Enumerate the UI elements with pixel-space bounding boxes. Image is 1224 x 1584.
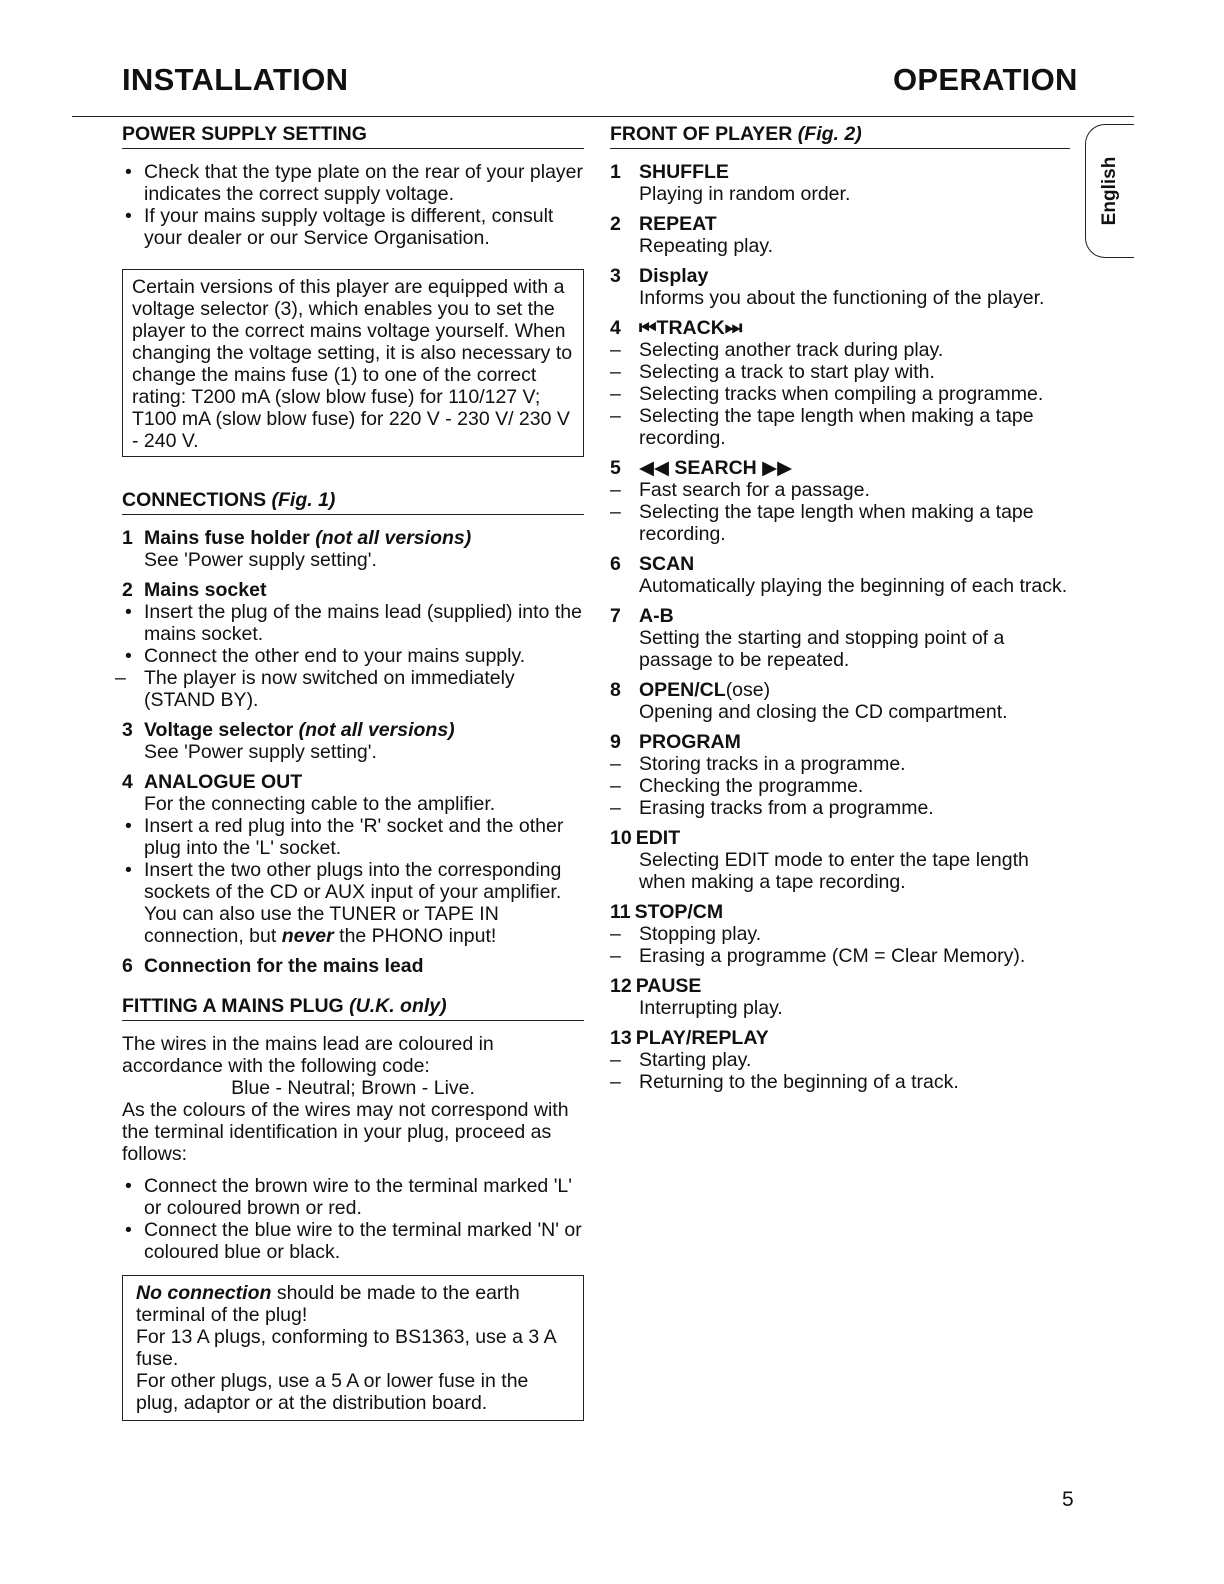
connections-fig-ref: (Fig. 1) [271, 489, 336, 511]
control-title: PROGRAM [639, 731, 741, 753]
item-qualifier: (not all versions) [298, 719, 455, 741]
control-description: Automatically playing the beginning of each track. [639, 575, 1068, 597]
list-item: • Insert the two other plugs into the corresponding sockets of the CD or AUX input of your amplifier. You can also use the TUNER or TAPE IN connection, but never the PHONO input! [122, 859, 584, 947]
control-description: Interrupting play. [639, 997, 783, 1019]
language-tab [1085, 124, 1134, 258]
list-item: – Selecting the tape length when making a tape recording. [610, 405, 1070, 449]
list-item: – Storing tracks in a programme. [610, 753, 1070, 775]
list-item: – Selecting a track to start play with. [610, 361, 1070, 383]
warning-line-2: For 13 A plugs, conforming to BS1363, use a 3 A fuse. [136, 1326, 556, 1370]
control-title: A-B [639, 605, 674, 627]
wire-colour-code: Blue - Neutral; Brown - Live. [231, 1077, 475, 1099]
list-item: – Selecting another track during play. [610, 339, 1070, 361]
list-item: – Erasing a programme (CM = Clear Memory). [610, 945, 1070, 967]
installation-title: INSTALLATION [122, 62, 349, 97]
warning-emphasis: No connection [136, 1282, 272, 1304]
connection-item-1 [122, 527, 584, 571]
control-title: ⏮TRACK⏭ [639, 317, 743, 339]
control-title: ◀◀ SEARCH ▶▶ [639, 457, 793, 479]
connection-item-2 [122, 579, 584, 711]
item-number: 2 [122, 579, 133, 601]
control-description: Informs you about the functioning of the player. [639, 287, 1045, 309]
fuse-warning-box [122, 1275, 584, 1421]
list-item: – Selecting tracks when compiling a programme. [610, 383, 1070, 405]
item-number: 3 [122, 719, 133, 741]
item-number: 6 [122, 955, 133, 977]
item-number: 1 [122, 527, 133, 549]
connections-heading [122, 489, 584, 515]
header-rule [72, 116, 1134, 117]
control-title: REPEAT [639, 213, 717, 235]
right-column [610, 123, 1070, 1101]
left-column [122, 123, 584, 1421]
control-title: STOP/CM [634, 901, 724, 923]
control-title: PLAY/REPLAY [635, 1027, 769, 1049]
control-item-11: 11 STOP/CM – Stopping play. – Erasing a programme (CM = Clear Memory). [610, 901, 1070, 967]
control-description: Selecting EDIT mode to enter the tape length when making a tape recording. [639, 849, 1029, 893]
mains-plug-qualifier: (U.K. only) [349, 995, 447, 1017]
power-supply-bullets [122, 161, 584, 249]
control-title: SHUFFLE [639, 161, 729, 183]
item-text: See 'Power supply setting'. [144, 549, 377, 571]
control-item-9: 9 PROGRAM – Storing tracks in a programme. – Checking the programme. – Erasing tracks from a programme. [610, 731, 1070, 819]
warning-line-3: For other plugs, use a 5 A or lower fuse in the plug, adaptor or at the distribution board. [136, 1370, 529, 1414]
control-title: SCAN [639, 553, 695, 575]
list-item: – Erasing tracks from a programme. [610, 797, 1070, 819]
item-title: ANALOGUE OUT [144, 771, 303, 793]
control-description: Playing in random order. [639, 183, 851, 205]
connections-heading-text: CONNECTIONS [122, 489, 267, 511]
connection-item-6 [122, 955, 584, 977]
front-of-player-heading [610, 123, 1070, 149]
control-item-3: 3 Display Informs you about the functioning of the player. [610, 265, 1070, 309]
list-item: – Returning to the beginning of a track. [610, 1071, 1070, 1093]
control-title-suffix: (ose) [725, 679, 771, 701]
control-item-1: 1 SHUFFLE Playing in random order. [610, 161, 1070, 205]
language-tab-label: English [1099, 156, 1120, 226]
control-item-5: 5 ◀◀ SEARCH ▶▶ – Fast search for a passage. – Selecting the tape length when making a tape recording. [610, 457, 1070, 545]
control-description: Repeating play. [639, 235, 774, 257]
connection-item-4 [122, 771, 584, 947]
control-title: OPEN/CL [639, 679, 726, 701]
control-description: Opening and closing the CD compartment. [639, 701, 1008, 723]
control-title: EDIT [635, 827, 681, 849]
control-title: Display [639, 265, 709, 287]
control-title: PAUSE [635, 975, 702, 997]
control-item-4: 4 ⏮TRACK⏭ – Selecting another track during play. – Selecting a track to start play with. – Selecting tracks when compiling a programme. – Selecting the tape length when making a tape recording. [610, 317, 1070, 449]
item-qualifier: (not all versions) [315, 527, 472, 549]
front-heading-text: FRONT OF PLAYER [610, 123, 793, 145]
control-item-2: 2 REPEAT Repeating play. [610, 213, 1070, 257]
item-text: See 'Power supply setting'. [144, 741, 377, 763]
operation-title: OPERATION [893, 62, 1078, 97]
power-supply-heading: POWER SUPPLY SETTING [122, 123, 584, 149]
mains-plug-heading-text: FITTING A MAINS PLUG [122, 995, 344, 1017]
control-item-7: 7 A-B Setting the starting and stopping point of a passage to be repeated. [610, 605, 1070, 671]
control-description: Setting the starting and stopping point of a passage to be repeated. [639, 627, 1005, 671]
mains-plug-para: As the colours of the wires may not correspond with the terminal identification in your plug, proceed as follows: [122, 1099, 569, 1165]
front-fig-ref: (Fig. 2) [797, 123, 862, 145]
voltage-note-box: Certain versions of this player are equipped with a voltage selector (3), which enables you to set the player to the correct mains voltage yourself. When changing the voltage setting, it is also necessary to change the mains fuse (1) to one of the correct rating: T200 mA (slow blow fuse) for 110/127 V; T100 mA (slow blow fuse) for 220 V - 230 V/ 230 V - 240 V. [122, 269, 584, 457]
item-title: Mains socket [144, 579, 267, 601]
list-item: • Insert a red plug into the 'R' socket and the other plug into the 'L' socket. [122, 815, 584, 859]
list-item: – Fast search for a passage. [610, 479, 1070, 501]
list-item: • Connect the blue wire to the terminal marked 'N' or coloured blue or black. [122, 1219, 584, 1263]
list-item: • Insert the plug of the mains lead (supplied) into the mains socket. [122, 601, 584, 645]
list-item: – Checking the programme. [610, 775, 1070, 797]
page-number: 5 [1062, 1488, 1074, 1511]
list-item: • Connect the other end to your mains supply. [122, 645, 584, 667]
control-item-10: 10 EDIT Selecting EDIT mode to enter the tape length when making a tape recording. [610, 827, 1070, 893]
list-item: – Stopping play. [610, 923, 1070, 945]
control-item-8: 8 OPEN/CL(ose) Opening and closing the CD compartment. [610, 679, 1070, 723]
item-title: Connection for the mains lead [144, 955, 424, 977]
control-item-12: 12 PAUSE Interrupting play. [610, 975, 1070, 1019]
item-number: 4 [122, 771, 133, 793]
list-item: – Starting play. [610, 1049, 1070, 1071]
mains-plug-heading [122, 995, 584, 1021]
list-item: – The player is now switched on immediately (STAND BY). [115, 667, 584, 711]
list-item: – Selecting the tape length when making a tape recording. [610, 501, 1070, 545]
list-item: • Connect the brown wire to the terminal marked 'L' or coloured brown or red. [122, 1175, 584, 1219]
mains-plug-intro: The wires in the mains lead are coloured in accordance with the following code: [122, 1033, 494, 1077]
list-item: • Check that the type plate on the rear of your player indicates the correct supply voltage. [122, 161, 584, 205]
item-title: Mains fuse holder [144, 527, 310, 549]
control-item-13: 13 PLAY/REPLAY – Starting play. – Returning to the beginning of a track. [610, 1027, 1070, 1093]
control-item-6: 6 SCAN Automatically playing the beginning of each track. [610, 553, 1070, 597]
item-title: Voltage selector [144, 719, 294, 741]
list-item: • If your mains supply voltage is different, consult your dealer or our Service Organisation. [122, 205, 584, 249]
warning-text: should be made to the earth terminal of the plug! [136, 1282, 520, 1326]
item-text: For the connecting cable to the amplifier. [144, 793, 496, 815]
connection-item-3 [122, 719, 584, 763]
